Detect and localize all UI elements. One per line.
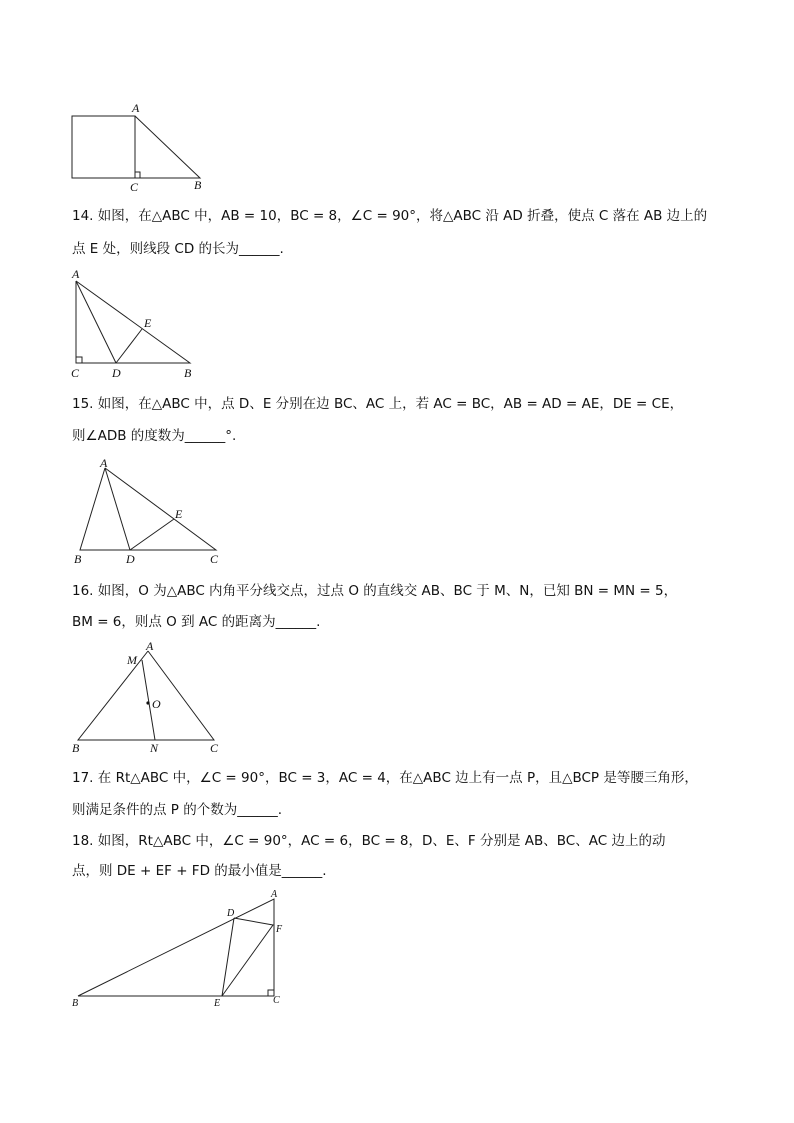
problem-17-number: 17. [72,770,94,786]
triangle-abc [135,116,200,178]
problem-16-text-1: 如图，O 为△ABC 内角平分线交点，过点 O 的直线交 AB、BC 于 M、N，已知 BN = MN = 5， [97,583,678,599]
segment-ad [76,281,116,363]
label-c: C [210,552,219,566]
label-d: D [227,908,235,919]
problem-14-line-1 [72,207,707,225]
problem-14-text-1: 如图，在△ABC 中，AB = 10，BC = 8，∠C = 90°，将△ABC 沿 AD 折叠，使点 C 落在 AB 边上的 [97,208,708,224]
right-angle-mark [76,357,82,363]
label-b: B [184,366,192,380]
label-d: D [126,552,135,566]
segment-de [116,329,142,363]
label-b: B [72,998,79,1009]
label-a: A [271,889,278,900]
problem-18-number: 18. [72,833,94,849]
figure-14 [62,265,202,380]
label-b: B [194,178,202,192]
label-m: M [127,653,137,667]
triangle-abc [78,899,274,996]
label-a: A [132,101,140,115]
problem-17-line-1 [72,769,698,787]
problem-17-line-2 [72,801,282,819]
triangle-abc [76,281,190,363]
label-n: N [150,741,159,755]
label-f: F [276,924,283,935]
triangle-abc [78,651,214,740]
problem-18-text-2: 点，则 DE + EF + FD 的最小值是______. [72,863,327,879]
problem-16-text-2: BM = 6，则点 O 到 AC 的距离为______. [72,614,321,630]
problem-15-text-1: 如图，在△ABC 中，点 D、E 分别在边 BC、AC 上，若 AC = BC，AB = AD = AE，DE = CE， [97,396,684,412]
label-e: E [214,998,221,1009]
label-b: B [72,741,80,755]
problem-16-line-2 [72,613,320,631]
label-c: C [130,180,139,194]
label-d: D [112,366,121,380]
problem-15-line-1 [72,395,683,413]
problem-17-text-2: 则满足条件的点 P 的个数为______. [72,802,283,818]
square [72,116,135,178]
figure-15 [66,455,231,570]
label-o: O [152,697,161,711]
problem-14-line-2 [72,240,284,258]
label-a: A [100,456,108,470]
problem-18-line-1 [72,832,665,850]
problem-16-line-1 [72,582,677,600]
right-angle-mark [135,172,140,178]
problem-18-line-2 [72,862,327,880]
label-a: A [72,267,80,281]
problem-15-text-2: 则∠ADB 的度数为______°. [72,428,237,444]
label-a: A [146,639,154,653]
label-b: B [74,552,82,566]
problem-15-number: 15. [72,396,94,412]
problem-15-line-2 [72,427,236,445]
label-e: E [175,507,183,521]
figure-16 [66,636,231,758]
problem-18-text-1: 如图，Rt△ABC 中，∠C = 90°，AC = 6，BC = 8，D、E、F 分别是 AB、BC、AC 边上的动 [97,833,666,849]
figure-square-triangle [60,100,220,195]
segment-ad [105,468,130,550]
label-c: C [273,995,280,1006]
problem-16-number: 16. [72,583,94,599]
figure-18 [64,885,294,1010]
problem-14-text-2: 点 E 处，则线段 CD 的长为______. [72,241,284,257]
triangle-def [222,918,273,996]
point-o [146,701,149,704]
problem-17-text-1: 在 Rt△ABC 中，∠C = 90°，BC = 3，AC = 4，在△ABC 边上有一点 P，且△BCP 是等腰三角形， [97,770,698,786]
problem-14-number: 14. [72,208,94,224]
segment-de [130,519,174,550]
label-c: C [210,741,219,755]
label-e: E [144,316,152,330]
label-c: C [71,366,80,380]
